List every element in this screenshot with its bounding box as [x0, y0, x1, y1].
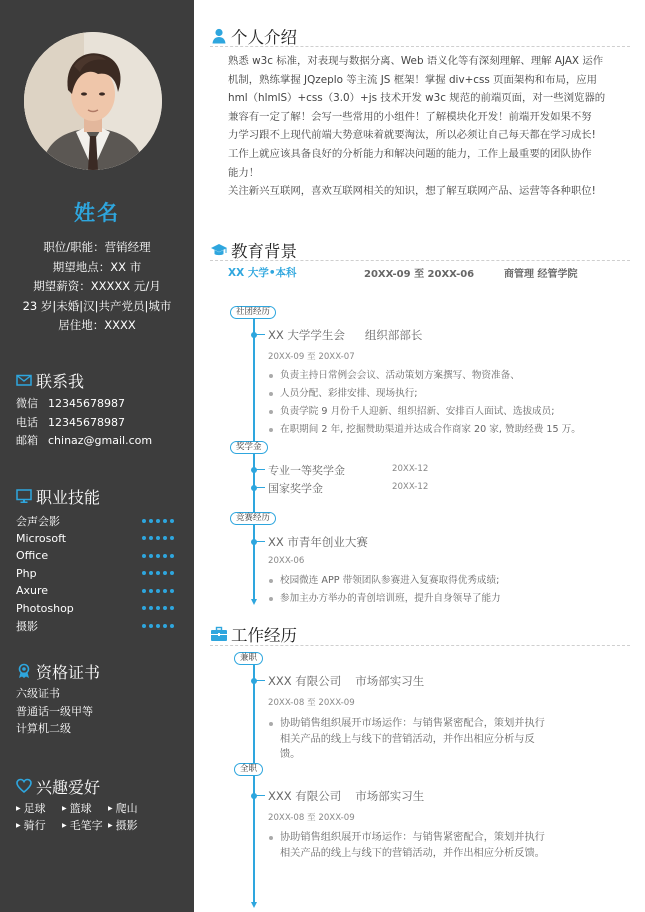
hobby-label: 篮球	[69, 802, 92, 815]
job-role: 市场部实习生	[355, 674, 425, 688]
skill-row	[16, 617, 186, 635]
certs-heading	[16, 660, 186, 682]
job-company: XXX 有限公司	[268, 674, 342, 688]
school-name: XX 大学•本科	[228, 267, 297, 279]
intro-line: 力学习跟不上现代前端大势意味着就要淘汰，所以必须让自己每天都在学习成长!	[228, 129, 596, 142]
info-line: 期望薪资：XXXXX 元/月	[33, 279, 161, 293]
section-divider	[210, 645, 630, 646]
job-desc-item	[268, 830, 588, 861]
info-line: 职位/职能：营销经理	[43, 240, 151, 254]
mail-icon	[16, 372, 32, 388]
hobbies-title: 兴趣爱好	[36, 777, 101, 797]
cert-item: 普通话一级甲等	[16, 704, 93, 718]
briefcase-icon	[210, 625, 228, 643]
job-description	[268, 716, 588, 763]
job-desc-line: 协助销售组织展开市场运作：与销售紧密配合，策划并执行	[280, 832, 545, 843]
intro-line: hml（hlmlS）+css（3.0）+js 技术开发 w3c 规范的前端页面，对一些浏览器的	[228, 92, 606, 105]
contest-item: 校园微连 APP 带领团队参赛进入复赛取得优秀成绩;	[268, 572, 588, 590]
skill-name: Office	[16, 549, 49, 563]
award-name: 专业一等奖学金	[268, 464, 345, 477]
job-description	[268, 830, 588, 861]
hobby-label: 骑行	[23, 819, 46, 832]
timeline-node	[251, 467, 257, 473]
skill-level-dots	[142, 554, 174, 558]
skill-row	[16, 547, 186, 565]
award-icon	[16, 663, 32, 679]
section-divider	[210, 46, 630, 47]
job-title	[268, 673, 424, 689]
hobby-item	[16, 818, 62, 833]
contact-label: 微信	[16, 397, 38, 410]
contact-section	[16, 369, 186, 451]
education-major: 商管理 经管学院	[504, 269, 578, 280]
hobby-item	[108, 818, 158, 833]
job-desc-line: 馈。	[280, 749, 301, 760]
skill-name: Microsoft	[16, 531, 67, 545]
skill-row	[16, 600, 186, 618]
education-summary	[228, 265, 628, 280]
job-desc-line: 相关产品的线上与线下的营销活动，并作出相应分析反馈。	[280, 847, 545, 859]
club-date: 20XX-09 至 20XX-07	[268, 352, 355, 362]
info-line: 居住地：XXXX	[58, 318, 136, 332]
monitor-icon	[16, 488, 32, 504]
education-heading	[210, 238, 297, 262]
award-date: 20XX-12	[392, 482, 429, 492]
tag-job: 兼职	[234, 652, 263, 665]
contest-details	[268, 572, 588, 608]
contact-heading	[16, 369, 186, 391]
timeline-node	[251, 332, 257, 338]
skill-level-dots	[142, 571, 174, 575]
skill-name: Axure	[16, 584, 49, 598]
intro-heading	[210, 24, 297, 48]
main-content	[194, 0, 645, 912]
job-desc-item	[268, 716, 588, 763]
club-title	[268, 327, 422, 343]
contest-name: XX 市青年创业大赛	[268, 535, 368, 549]
bullet-triangle-icon: ▶	[108, 822, 113, 829]
education-title: 教育背景	[231, 242, 297, 261]
job-company: XXX 有限公司	[268, 789, 342, 803]
skill-name: Php	[16, 566, 37, 580]
basic-info	[0, 238, 194, 336]
duty-item: 负责学院 9 月份千人迎新、组织招新、安排百人面试、选拔成员;	[268, 403, 588, 421]
hobby-label: 毛笔字	[69, 819, 103, 832]
work-timeline	[253, 660, 255, 903]
timeline-node	[251, 793, 257, 799]
job-desc-line: 协助销售组织展开市场运作：与销售紧密配合，策划并执行	[280, 718, 545, 729]
timeline-connector	[255, 487, 265, 488]
skill-level-dots	[142, 519, 174, 523]
sidebar	[0, 0, 194, 912]
award-date: 20XX-12	[392, 464, 429, 474]
job-date: 20XX-08 至 20XX-09	[268, 813, 355, 823]
bullet-triangle-icon: ▶	[62, 805, 67, 812]
timeline-node	[251, 539, 257, 545]
section-divider	[210, 260, 630, 261]
contest-date: 20XX-06	[268, 556, 305, 566]
intro-line: 兼容有一定了解！会写一些常用的小组件！了解模块化开发！前端开发如果不努	[228, 110, 592, 123]
contact-row	[16, 414, 186, 433]
skills-title: 职业技能	[36, 487, 101, 507]
timeline-arrow-icon	[251, 599, 257, 605]
skill-row	[16, 530, 186, 548]
timeline-connector	[255, 334, 265, 335]
cert-item: 计算机二级	[16, 722, 71, 735]
avatar	[24, 32, 162, 170]
work-title: 工作经历	[231, 626, 297, 645]
timeline-connector	[255, 795, 265, 796]
info-line: 期望地点：XX 市	[52, 259, 142, 274]
contact-title: 联系我	[36, 371, 85, 391]
timeline-node	[251, 678, 257, 684]
skill-row	[16, 582, 186, 600]
timeline-connector	[255, 469, 265, 470]
timeline-arrow-icon	[251, 902, 257, 908]
skill-level-dots	[142, 606, 174, 610]
hobby-item	[16, 801, 62, 816]
bullet-triangle-icon: ▶	[108, 805, 113, 812]
duty-item: 人员分配、彩排安排、现场执行;	[268, 385, 588, 403]
job-role: 市场部实习生	[355, 789, 425, 803]
skill-row	[16, 512, 186, 530]
skill-row	[16, 565, 186, 583]
hobby-item	[108, 801, 158, 816]
skill-name: 会声会影	[16, 514, 60, 528]
hobbies-heading	[16, 775, 186, 797]
person-icon	[210, 27, 228, 45]
job-desc-line: 相关产品的线上与线下的营销活动，并作出相应分析与反	[280, 733, 535, 745]
bullet-triangle-icon: ▶	[16, 822, 21, 829]
contact-value: 12345678987	[48, 397, 125, 410]
contact-row	[16, 432, 186, 451]
hobby-label: 爬山	[115, 802, 138, 815]
graduation-cap-icon	[210, 241, 228, 259]
tag-club: 社团经历	[230, 306, 276, 319]
education-timeline	[253, 318, 255, 600]
award-name: 国家奖学金	[268, 482, 323, 495]
education-dates: 20XX-09 至 20XX-06	[364, 269, 475, 280]
certs-title: 资格证书	[36, 662, 101, 682]
candidate-name: 姓名	[74, 201, 120, 225]
skills-section	[16, 485, 186, 635]
hobby-label: 足球	[23, 802, 46, 815]
skill-name: Photoshop	[16, 601, 74, 615]
contact-label: 电话	[16, 415, 38, 429]
hobby-item	[62, 801, 108, 816]
certs-section	[16, 660, 186, 738]
duty-item: 在职期间 2 年, 挖掘赞助渠道并达成合作商家 20 家, 赞助经费 15 万。	[268, 421, 588, 439]
cert-item: 六级证书	[16, 687, 60, 700]
contest-item: 参加主办方举办的青创培训班，提升自身领导了能力	[268, 590, 588, 608]
job-date: 20XX-08 至 20XX-09	[268, 698, 355, 708]
timeline-connector	[255, 541, 265, 542]
intro-line: 关注新兴互联网，喜欢互联网相关的知识，想了解互联网产品、运营等各种职位!	[228, 185, 596, 198]
bullet-triangle-icon: ▶	[16, 805, 21, 812]
intro-line: 熟悉 w3c 标准，对表现与数据分离、Web 语义化等有深刻理解、理解 AJAX 运作	[228, 55, 604, 67]
club-org: XX 大学学生会	[268, 328, 345, 342]
skill-name: 摄影	[16, 619, 38, 633]
job-title	[268, 788, 424, 804]
hobby-list	[16, 801, 186, 833]
intro-line: 能力！	[228, 166, 260, 179]
contact-value: 12345678987	[48, 415, 125, 429]
tag-scholarship: 奖学金	[230, 441, 268, 454]
skill-list	[16, 512, 186, 635]
intro-title: 个人介绍	[231, 28, 297, 47]
tag-contest: 竞赛经历	[230, 512, 276, 525]
hobbies-section	[16, 775, 186, 833]
club-duties	[268, 367, 588, 439]
hobby-label: 摄影	[115, 819, 138, 832]
contact-label: 邮箱	[16, 434, 38, 447]
timeline-connector	[255, 680, 265, 681]
contact-row	[16, 395, 186, 414]
intro-line: 机制，熟练掌握 JQzeplo 等主流 JS 框架！掌握 div+css 页面架构和布局，应用	[228, 73, 598, 86]
avatar-portrait	[24, 32, 162, 170]
award-row	[268, 462, 428, 478]
intro-text	[228, 52, 616, 201]
duty-item: 负责主持日常例会会议、活动策划方案撰写、物资准备、	[268, 367, 588, 385]
info-line: 23 岁|未婚|汉|共产党员|城市	[22, 298, 172, 313]
skill-level-dots	[142, 536, 174, 540]
award-row	[268, 480, 428, 496]
intro-line: 工作上就应该具备良好的分析能力和解决问题的能力，工作上最重要的团队协作	[228, 147, 592, 160]
club-role: 组织部部长	[364, 328, 423, 342]
skill-level-dots	[142, 624, 174, 628]
bullet-triangle-icon: ▶	[62, 822, 67, 829]
heart-icon	[16, 778, 32, 794]
work-heading	[210, 622, 297, 646]
skills-heading	[16, 485, 186, 507]
timeline-node	[251, 485, 257, 491]
tag-job: 全职	[234, 763, 263, 776]
skill-level-dots	[142, 589, 174, 593]
hobby-item	[62, 818, 108, 833]
contact-value: chinaz@gmail.com	[48, 434, 153, 447]
